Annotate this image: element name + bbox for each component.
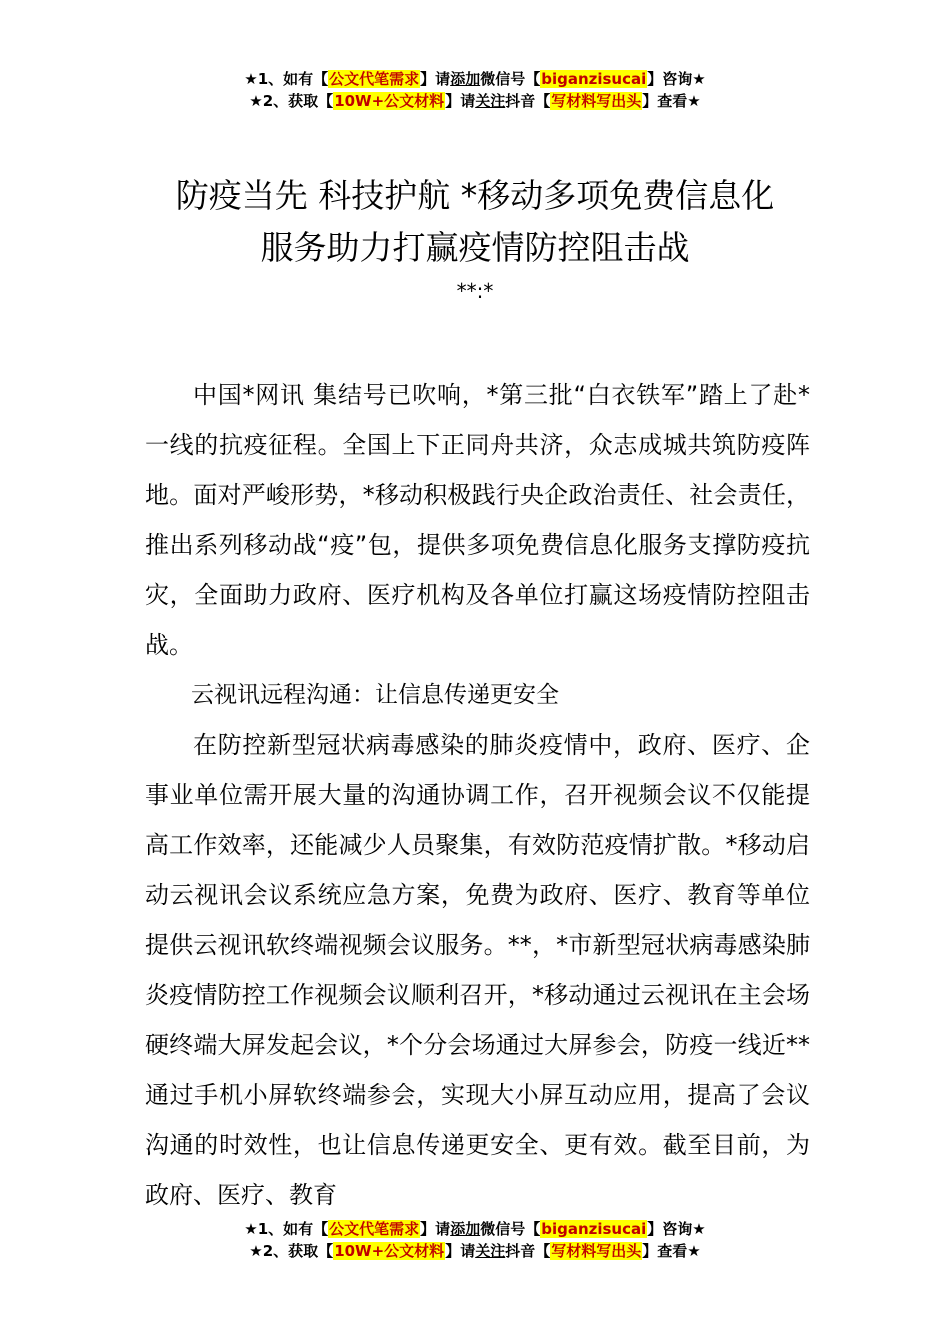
document-author: **:* bbox=[456, 279, 494, 303]
banner-highlight: 公文代笔需求 bbox=[329, 1220, 420, 1238]
banner-text: ★1、如有【 bbox=[244, 70, 329, 88]
banner-text: 】请 bbox=[420, 70, 451, 88]
banner-highlight: 公文代笔需求 bbox=[329, 70, 420, 88]
banner-text: 】查看★ bbox=[642, 92, 701, 110]
banner-text: 抖音【 bbox=[505, 1242, 551, 1260]
banner-text: ★2、获取【 bbox=[249, 92, 334, 110]
banner-text: 】咨询★ bbox=[647, 1220, 706, 1238]
banner-text: 】咨询★ bbox=[647, 70, 706, 88]
title-line-2: 服务助力打赢疫情防控阻击战 bbox=[260, 228, 690, 267]
banner-text: 抖音【 bbox=[505, 92, 551, 110]
banner-line-2 bbox=[0, 90, 950, 112]
paragraph-intro: 中国*网讯 集结号已吹响，*第三批“白衣铁军”踏上了赴*一线的抗疫征程。全国上下正同舟共济，众志成城共筑防疫阵地。面对严峻形势，*移动积极践行央企政治责任、社会责任，推出系列移动战“疫”包，提供多项免费信息化服务支撑防疫抗灾，全面助力政府、医疗机构及各单位打赢这场疫情防控阻击战。 bbox=[145, 381, 810, 659]
banner-highlight: biganzisucai bbox=[541, 1220, 647, 1238]
title-line-1: 防疫当先 科技护航 *移动多项免费信息化 bbox=[175, 176, 775, 215]
banner-underline: 关注 bbox=[475, 92, 506, 110]
banner-text: 】请 bbox=[445, 92, 476, 110]
banner-text: 】请 bbox=[420, 1220, 451, 1238]
banner-line-1 bbox=[0, 68, 950, 90]
banner-text: 】查看★ bbox=[642, 1242, 701, 1260]
banner-line-1 bbox=[0, 1218, 950, 1240]
paragraph-video-conference: 在防控新型冠状病毒感染的肺炎疫情中，政府、医疗、企事业单位需开展大量的沟通协调工作，召开视频会议不仅能提高工作效率，还能减少人员聚集，有效防范疫情扩散。*移动启动云视讯会议系统应急方案，免费为政府、医疗、教育等单位提供云视讯软终端视频会议服务。**，*市新型冠状病毒感染肺炎疫情防控工作视频会议顺利召开，*移动通过云视讯在主会场硬终端大屏发起会议，*个分会场通过大屏参会，防疫一线近**通过手机小屏软终端参会，实现大小屏互动应用，提高了会议沟通的时效性，也让信息传递更安全、更有效。截至目前，为政府、医疗、教育 bbox=[145, 731, 810, 1209]
banner-underline: 添加 bbox=[450, 70, 481, 88]
banner-highlight: 10W+公文材料 bbox=[334, 92, 445, 110]
banner-underline: 添加 bbox=[450, 1220, 481, 1238]
top-banner bbox=[0, 68, 950, 112]
banner-highlight: biganzisucai bbox=[541, 70, 647, 88]
banner-text: 微信号【 bbox=[480, 1220, 541, 1238]
bottom-banner bbox=[0, 1218, 950, 1262]
section-heading: 云视讯远程沟通：让信息传递更安全 bbox=[191, 682, 559, 708]
banner-highlight: 10W+公文材料 bbox=[334, 1242, 445, 1260]
banner-highlight: 写材料写出头 bbox=[551, 92, 642, 110]
document-title bbox=[0, 170, 950, 274]
banner-text: ★2、获取【 bbox=[249, 1242, 334, 1260]
banner-text: 】请 bbox=[445, 1242, 476, 1260]
banner-text: 微信号【 bbox=[480, 70, 541, 88]
banner-underline: 关注 bbox=[475, 1242, 506, 1260]
banner-highlight: 写材料写出头 bbox=[551, 1242, 642, 1260]
document-body bbox=[145, 370, 810, 1220]
banner-line-2 bbox=[0, 1240, 950, 1262]
banner-text: ★1、如有【 bbox=[244, 1220, 329, 1238]
